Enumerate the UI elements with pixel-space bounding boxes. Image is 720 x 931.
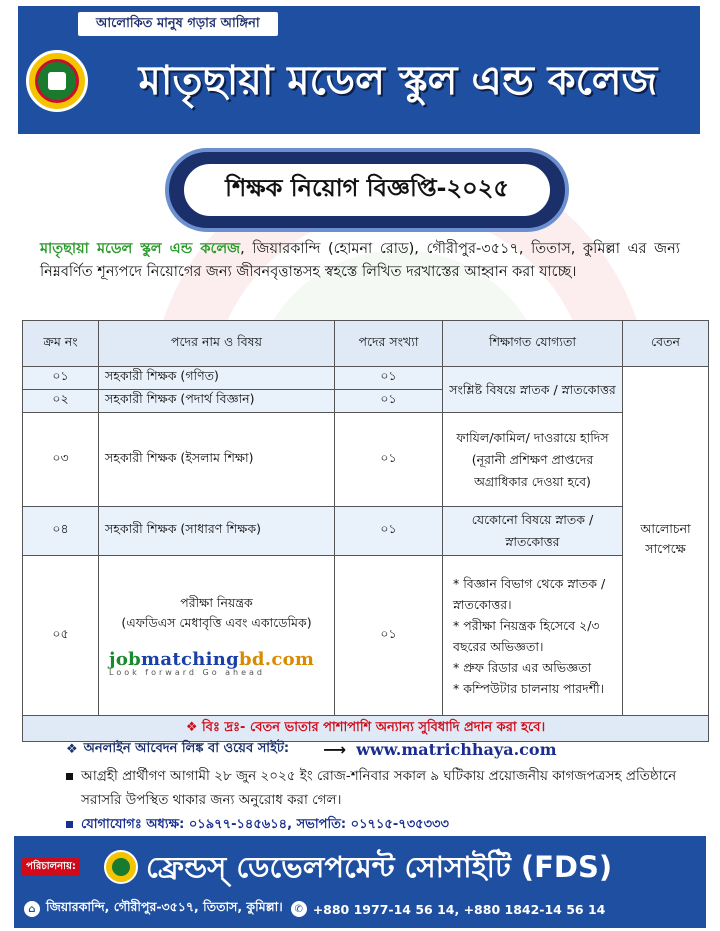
row-count: ০১ [335, 367, 443, 390]
intro-paragraph [40, 238, 680, 284]
info-text [66, 764, 696, 812]
contact-row [66, 814, 449, 836]
header-salary: বেতন [623, 321, 709, 367]
header-serial: ক্রম নং [23, 321, 99, 367]
header-post: পদের নাম ও বিষয় [99, 321, 335, 367]
row-count: ০১ [335, 556, 443, 716]
jobmatching-logo: jobmatchingbd.com Look forward Go ahead [99, 649, 334, 677]
phone-icon: ✆ [291, 901, 307, 917]
row-serial: ০৩ [23, 413, 99, 507]
table-row [23, 413, 709, 507]
row-post-detail: (এফডিএস মেধাবৃত্তি এবং একাডেমিক) [121, 614, 312, 630]
row-post: সহকারী শিক্ষক (পদার্থ বিজ্ঞান) [99, 390, 335, 413]
jobmatching-slogan: Look forward Go ahead [109, 667, 266, 677]
location-icon: ⌂ [24, 901, 40, 917]
row-serial: ০২ [23, 390, 99, 413]
contact-text: যোগাযোগঃ অধ্যক্ষ: ০১৯৭৭-১৪৫৬১৪, সভাপতি: ০১৭১৫-৭৩৫৩৩৩ [81, 817, 449, 832]
header-count: পদের সংখ্যা [335, 321, 443, 367]
diamond-bullet-icon: ❖ [66, 741, 78, 757]
apply-label: অনলাইন আবেদন লিঙ্ক বা ওয়েব সাইট: [83, 740, 290, 756]
square-bullet-icon [66, 821, 73, 828]
row-post: সহকারী শিক্ষক (গণিত) [99, 367, 335, 390]
qualification-item: * পরীক্ষা নিয়ন্ত্রক হিসেবে ২/৩ বছরের অভিজ্ঞতা। [453, 617, 600, 654]
salary-cell: আলোচনা সাপেক্ষে [623, 367, 709, 716]
table-row [23, 367, 709, 390]
qualification-item: * কম্পিউটার চালনায় পারদর্শী। [453, 680, 605, 696]
info-paragraph: আগ্রহী প্রার্থীগণ আগামী ২৮ জুন ২০২৫ ইং রোজ-শনিবার সকাল ৯ ঘটিকায় প্রয়োজনীয় কাগজপত্রসহ প্রতিষ্ঠানে সরাসরি উপস্থিত থাকার জন্য অনুরোধ করা গেল। [81, 768, 677, 808]
header-qualification: শিক্ষাগত যোগ্যতা [443, 321, 623, 367]
row-serial: ০৪ [23, 507, 99, 556]
footer-phones: +880 1977-14 56 14, +880 1842-14 56 14 [312, 901, 606, 917]
square-bullet-icon [66, 773, 73, 780]
footer [14, 836, 706, 928]
row-qualification: যেকোনো বিষয়ে স্নাতক / স্নাতকোত্তর [443, 507, 623, 556]
row-qualification-list [443, 556, 623, 716]
benefit-note: ❖ বিঃ দ্রঃ- বেতন ভাতার পাশাপাশি অন্যান্য সুবিধাদি প্রদান করা হবে। [23, 716, 709, 742]
qualification-item: * বিজ্ঞান বিভাগ থেকে স্নাতক /স্নাতকোত্তর। [453, 575, 606, 612]
row-count: ০১ [335, 507, 443, 556]
title-banner [165, 148, 569, 232]
org-name: ফ্রেন্ডস্ ডেভেলপমেন্ট সোসাইটি (FDS) [146, 850, 613, 884]
row-serial: ০১ [23, 367, 99, 390]
footer-contact [14, 894, 706, 924]
top-header [18, 6, 700, 134]
row-post: সহকারী শিক্ষক (ইসলাম শিক্ষা) [99, 413, 335, 507]
apply-row [66, 738, 686, 760]
table-header-row [23, 321, 709, 367]
tagline: আলোকিত মানুষ গড়ার আঙ্গিনা [78, 12, 278, 36]
row-serial: ০৫ [23, 556, 99, 716]
notice-title: শিক্ষক নিয়োগ বিজ্ঞপ্তি-২০২৫ [225, 174, 509, 202]
row-qualification: সংশ্লিষ্ট বিষয়ে স্নাতক / স্নাতকোত্তর [443, 367, 623, 413]
table-row [23, 556, 709, 716]
row-count: ০১ [335, 413, 443, 507]
row-post: সহকারী শিক্ষক (সাধারণ শিক্ষক) [99, 507, 335, 556]
school-name: মাতৃছায়া মডেল স্কুল এন্ড কলেজ [138, 58, 658, 104]
org-label: পরিচালনায়: [22, 858, 80, 876]
arrow-right-icon: ⟶ [323, 739, 347, 759]
row-post: পরীক্ষা নিয়ন্ত্রক [180, 594, 253, 610]
intro-text: , জিয়ারকান্দি (হোমনা রোড), গৌরীপুর-৩৫১৭, তিতাস, কুমিল্লা এর জন্য নিম্নবর্ণিত শূন্যপদে নিয়োগের জন্য জীবনবৃত্তান্তসহ স্বহস্তে লিখিত দরখাস্তের আহ্বান করা যাচ্ছে। [40, 241, 680, 280]
row-qualification: ফাযিল/কামিল/ দাওরায়ে হাদিস (নূরানী প্রশিক্ষণ প্রাপ্তদের অগ্রাধিকার দেওয়া হবে) [443, 413, 623, 507]
vacancy-table [22, 320, 709, 742]
table-row [23, 507, 709, 556]
website-link[interactable]: www.matrichhaya.com [356, 739, 557, 759]
intro-school-name: মাতৃছায়া মডেল স্কুল এন্ড কলেজ [40, 241, 241, 257]
row-count: ০১ [335, 390, 443, 413]
fds-logo-icon [104, 850, 138, 884]
school-logo-icon [26, 50, 88, 112]
row-post-cell [99, 556, 335, 716]
qualification-item: * প্রুফ রিডার এর অভিজ্ঞতা [453, 659, 592, 675]
footer-address: জিয়ারকান্দি, গৌরীপুর-৩৫১৭, তিতাস, কুমিল্লা। [46, 899, 283, 914]
